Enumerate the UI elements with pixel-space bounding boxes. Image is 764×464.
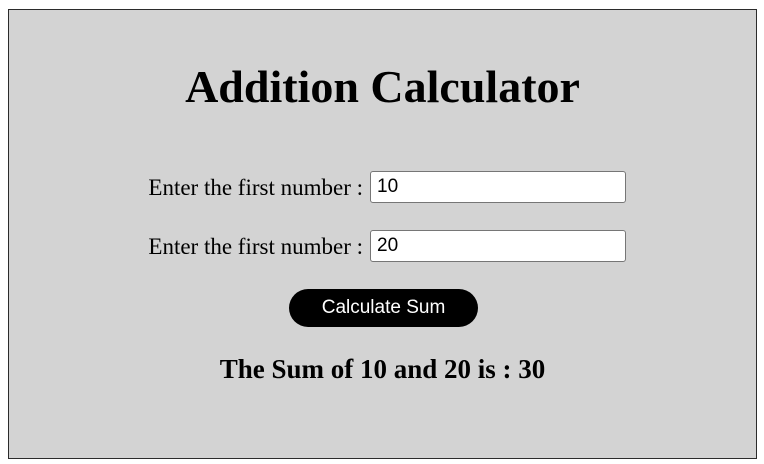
second-number-input[interactable] [370,230,626,262]
first-number-row [9,171,756,205]
calculator-panel [8,9,757,459]
calculate-sum-button[interactable]: Calculate Sum [289,289,478,327]
second-number-row [9,230,756,264]
second-number-label: Enter the first number : [148,234,363,259]
first-number-input[interactable] [370,171,626,203]
first-number-label: Enter the first number : [148,175,363,200]
page-title: Addition Calculator [185,61,580,112]
sum-result: The Sum of 10 and 20 is : 30 [219,354,546,384]
